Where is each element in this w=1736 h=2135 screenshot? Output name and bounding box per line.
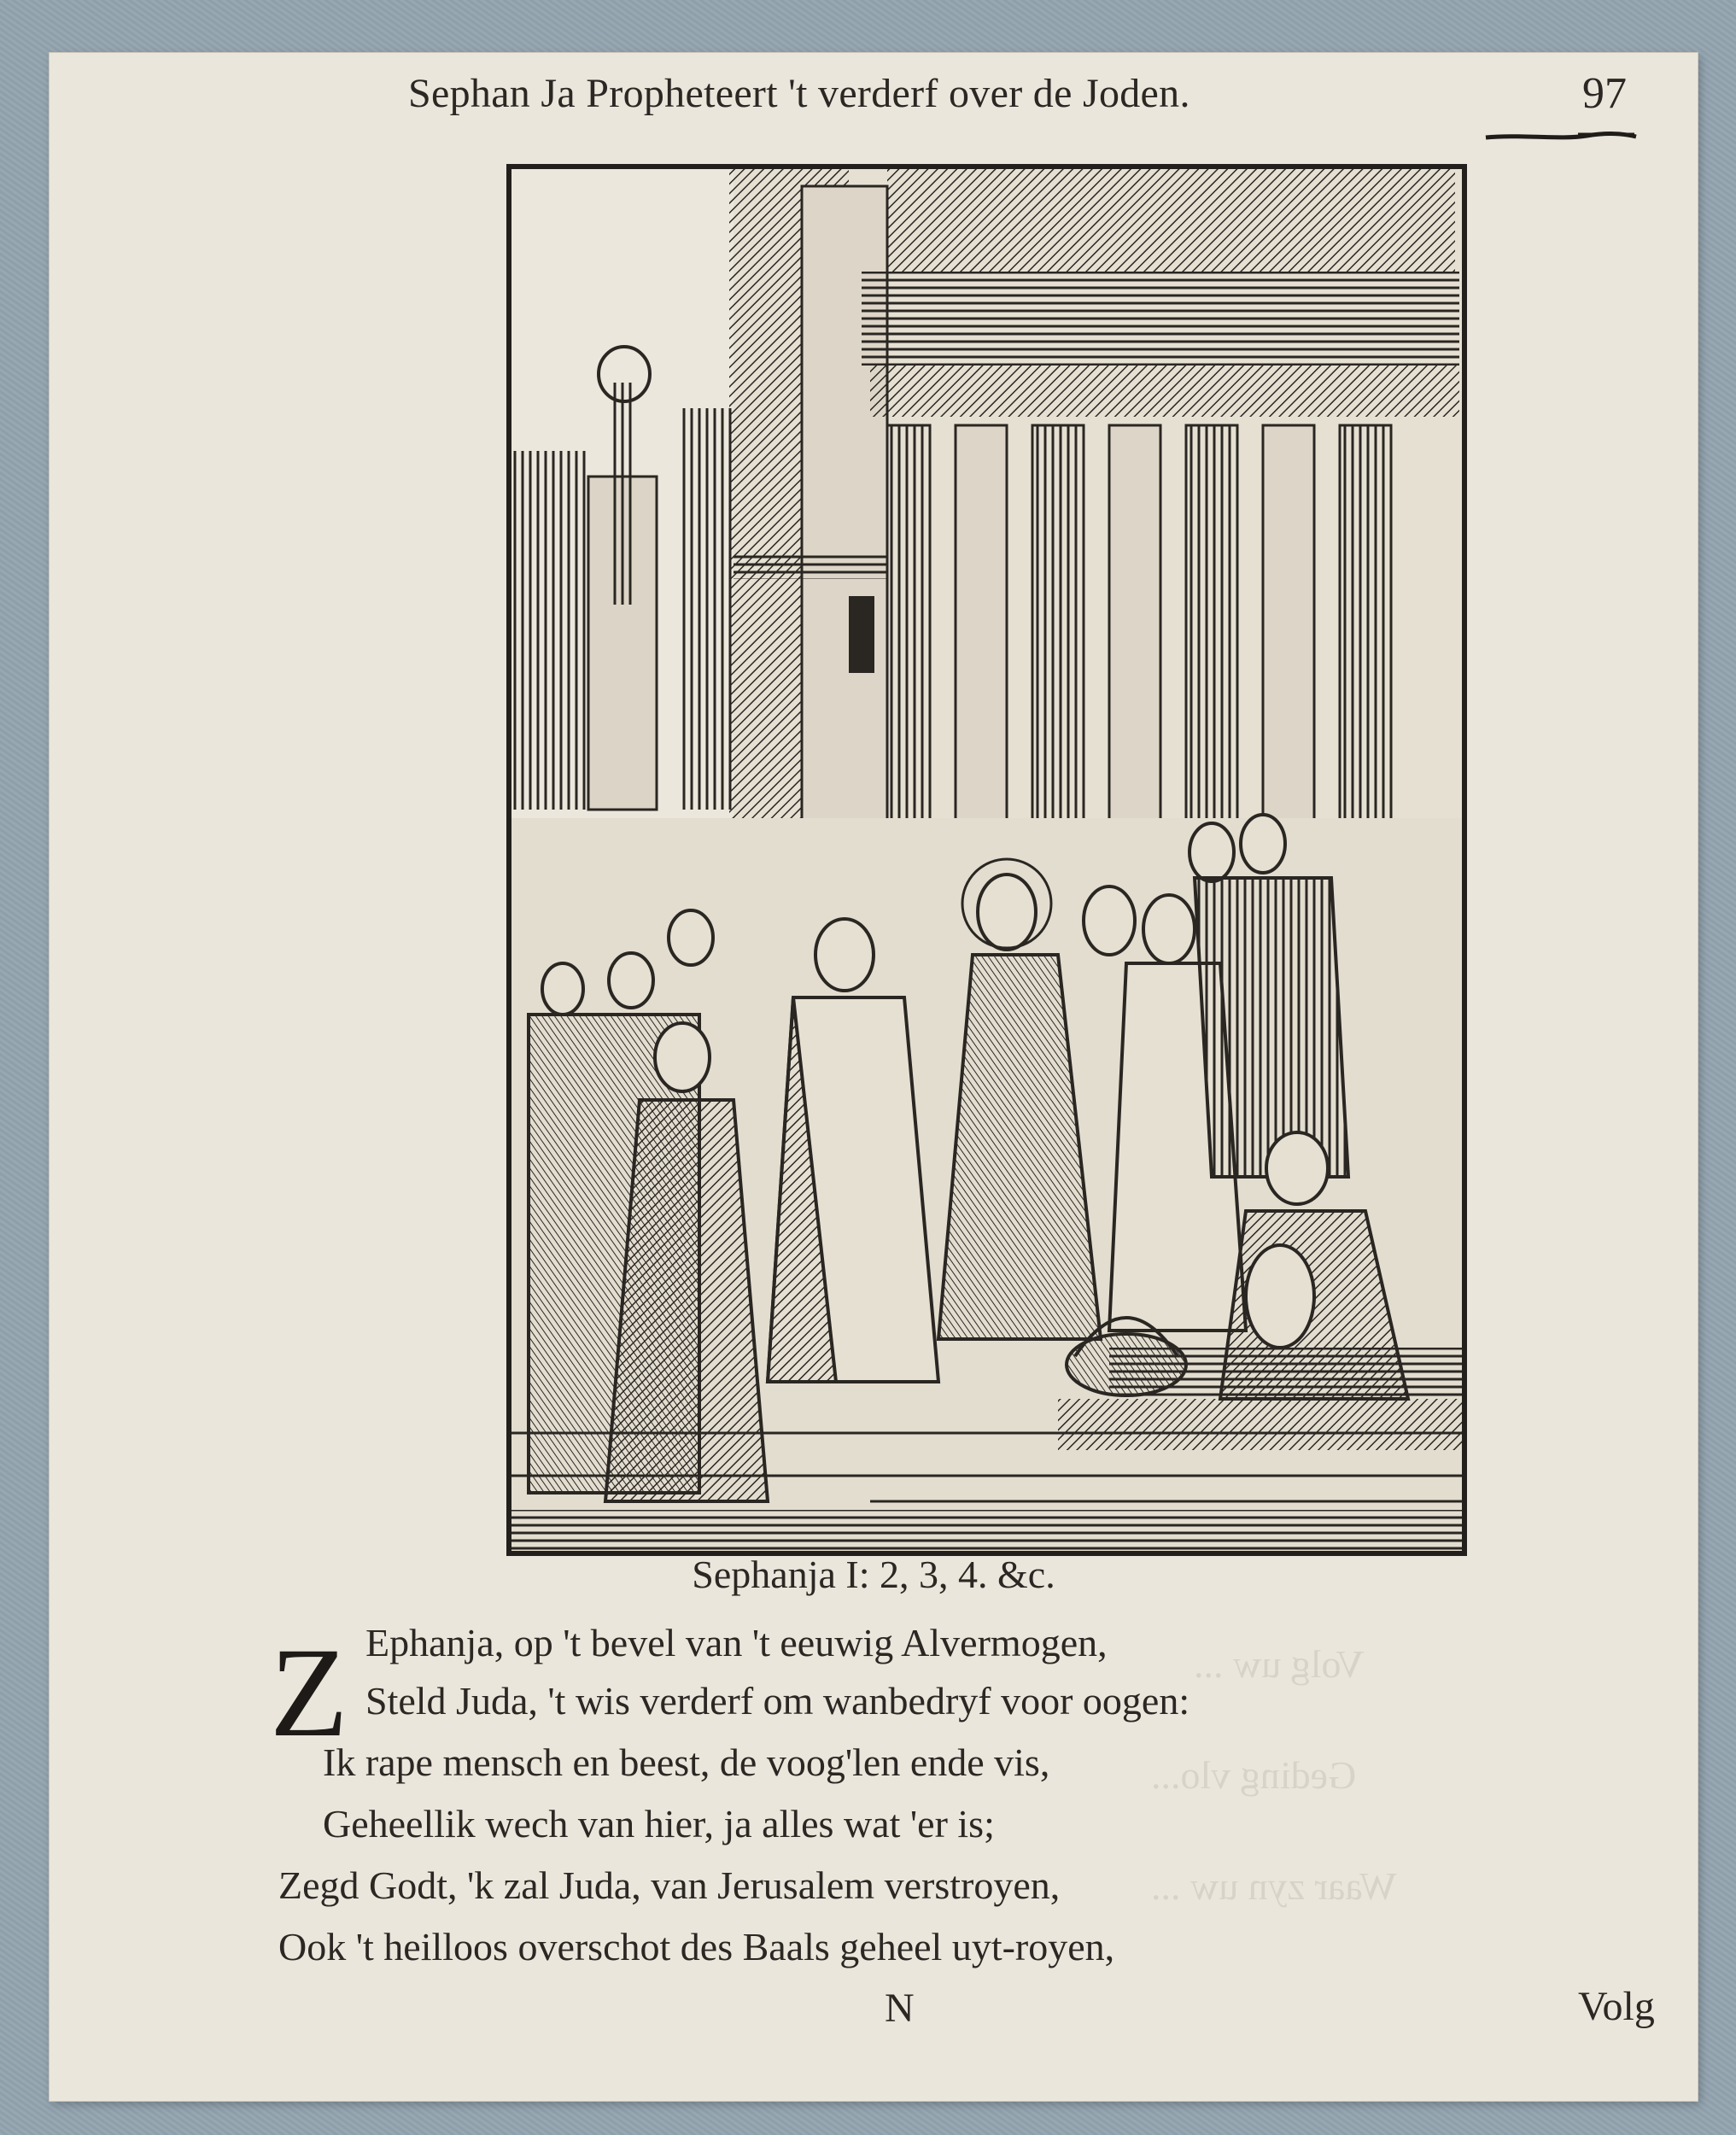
verse-line: Zegd Godt, 'k zal Juda, van Jerusalem verstroyen, <box>278 1863 1061 1907</box>
verse-line: Ook 't heilloos overschot des Baals geheel uyt-royen, <box>278 1925 1115 1968</box>
ink-underline-mark <box>1484 132 1638 142</box>
woodcut-prophet-scene-icon <box>511 169 1462 1551</box>
verse-line: Ephanja, op 't bevel van 't eeuwig Alvermogen, <box>365 1621 1108 1664</box>
show-through-text: Volg uw ... <box>1194 1642 1365 1686</box>
signature-mark: N <box>885 1986 915 2031</box>
scripture-reference: Sephanja I: 2, 3, 4. &c. <box>692 1553 1055 1596</box>
running-title: Sephan Ja Propheteert 't verderf over de Joden. <box>408 71 1190 116</box>
drop-cap: Z <box>270 1622 348 1764</box>
verse-line: Ik rape mensch en beest, de voog'len ende vis, <box>323 1740 1050 1784</box>
page-number: 97 <box>1582 69 1627 118</box>
verse-line: Geheellik wech van hier, ja alles wat 'er is; <box>323 1802 995 1845</box>
book-page <box>50 53 1698 2101</box>
show-through-text: Waar zyn uw ... <box>1151 1864 1397 1908</box>
show-through-text: Geding vlo... <box>1151 1753 1357 1797</box>
verse-line: Steld Juda, 't wis verderf om wanbedryf voor oogen: <box>365 1679 1190 1723</box>
woodcut-illustration <box>506 164 1467 1556</box>
catchword: Volg <box>1578 1984 1655 2029</box>
